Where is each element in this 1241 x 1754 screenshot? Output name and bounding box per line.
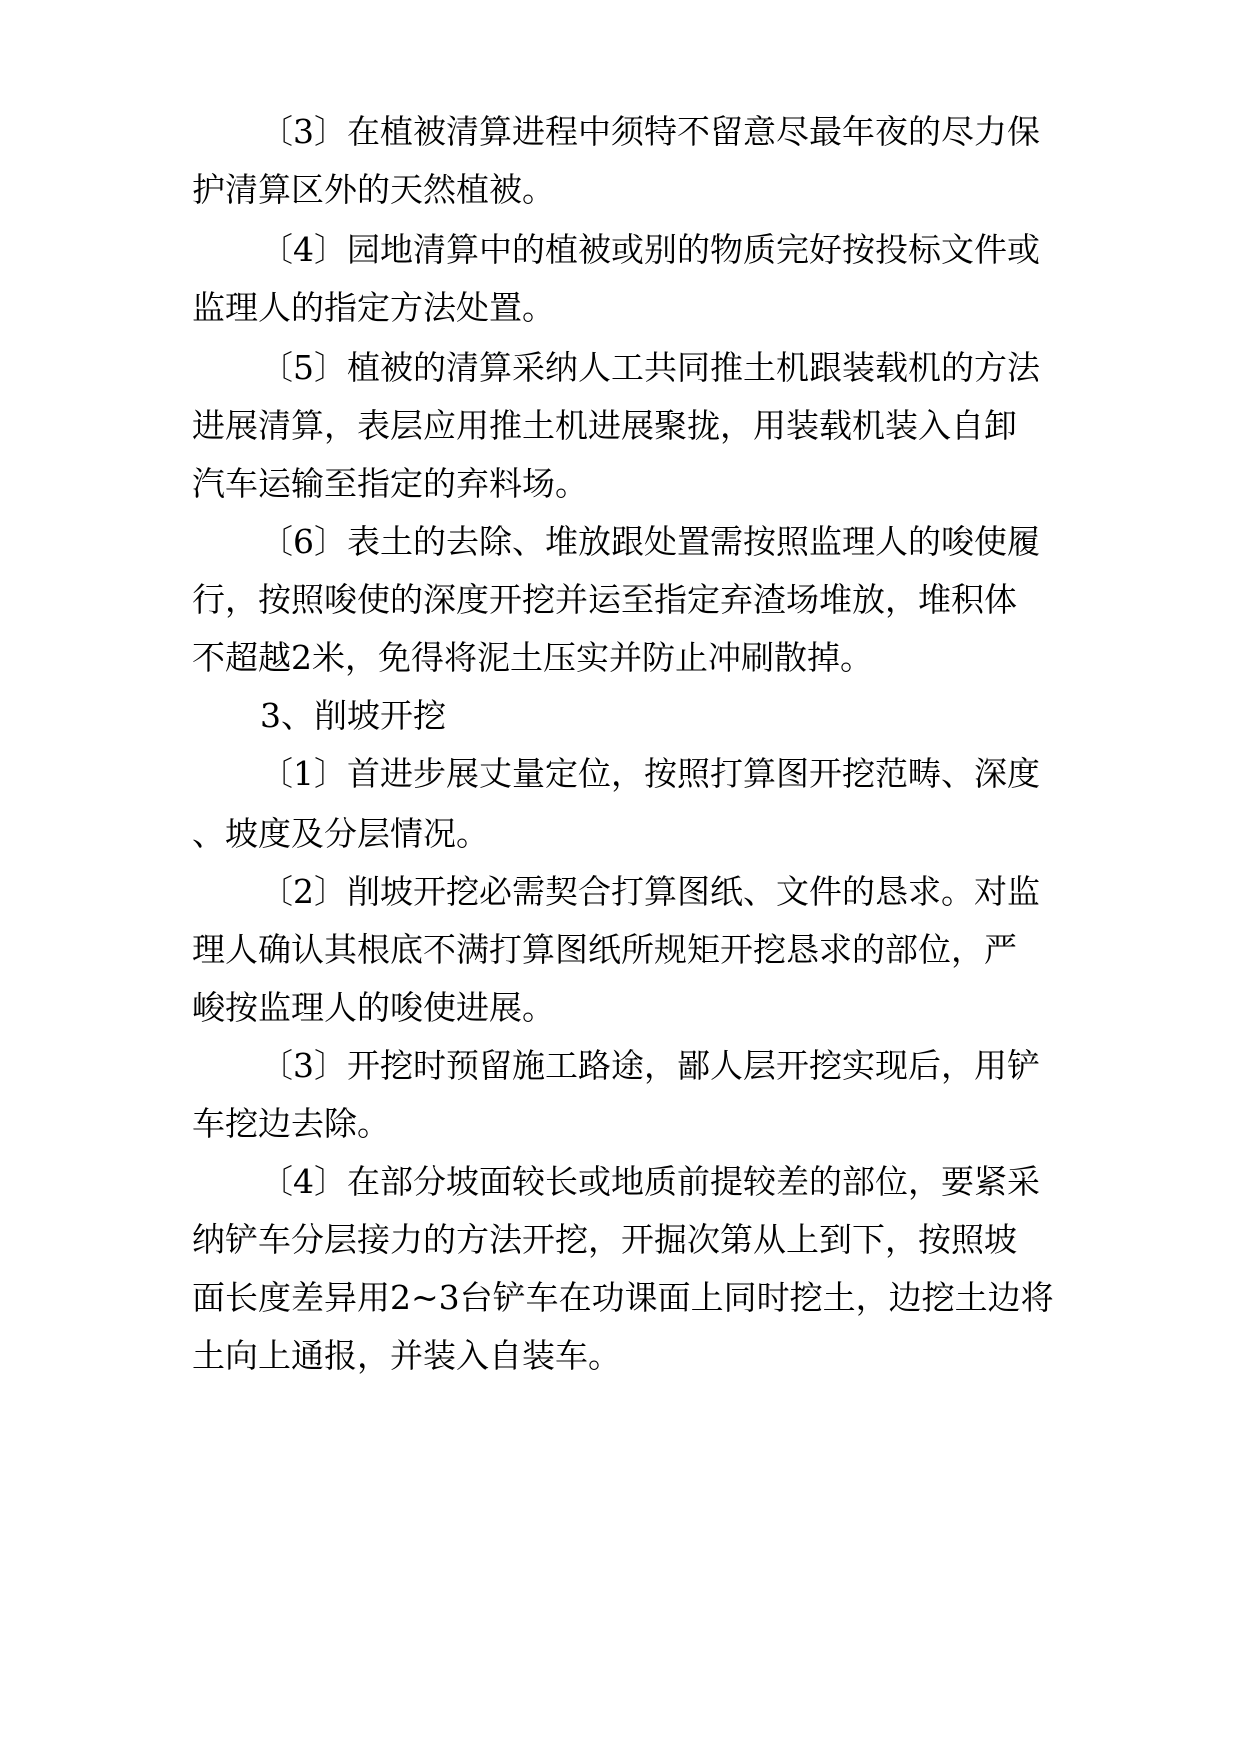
paragraph-line: 峻按监理人的唆使进展。	[192, 988, 555, 1027]
paragraph-line: 不超越2米，免得将泥土压实并防止冲刷散掉。	[192, 638, 873, 677]
paragraph-line: 〔5〕植被的清算采纳人工共同推土机跟装载机的方法	[260, 348, 1040, 387]
paragraph-line: 〔6〕表土的去除、堆放跟处置需按照监理人的唆使履	[260, 522, 1040, 561]
paragraph-line: 〔3〕开挖时预留施工路途，鄙人层开挖实现后，用铲	[260, 1046, 1040, 1085]
paragraph-line: 汽车运输至指定的弃料场。	[192, 464, 588, 503]
paragraph-line: 行，按照唆使的深度开挖并运至指定弃渣场堆放，堆积体	[192, 580, 1017, 619]
paragraph-line: 护清算区外的天然植被。	[192, 170, 555, 209]
paragraph-line: 〔4〕在部分坡面较长或地质前提较差的部位，要紧采	[260, 1162, 1040, 1201]
paragraph-line: 〔4〕园地清算中的植被或别的物质完好按投标文件或	[260, 230, 1040, 269]
paragraph-line: 监理人的指定方法处置。	[192, 288, 555, 327]
paragraph-line: 面长度差异用2~3台铲车在功课面上同时挖土，边挖土边将	[192, 1278, 1054, 1317]
section-heading: 3、削坡开挖	[260, 696, 446, 735]
paragraph-line: 车挖边去除。	[192, 1104, 390, 1143]
paragraph-line: 进展清算，表层应用推土机进展聚拢，用装载机装入自卸	[192, 406, 1017, 445]
paragraph-line: 、坡度及分层情况。	[192, 814, 489, 853]
paragraph-line: 〔2〕削坡开挖必需契合打算图纸、文件的恳求。对监	[260, 872, 1040, 911]
paragraph-line: 纳铲车分层接力的方法开挖，开掘次第从上到下，按照坡	[192, 1220, 1017, 1259]
paragraph-line: 理人确认其根底不满打算图纸所规矩开挖恳求的部位，严	[192, 930, 1017, 969]
paragraph-line: 〔1〕首进步展丈量定位，按照打算图开挖范畴、深度	[260, 754, 1040, 793]
paragraph-line: 〔3〕在植被清算进程中须特不留意尽最年夜的尽力保	[260, 112, 1040, 151]
paragraph-line: 土向上通报，并装入自装车。	[192, 1336, 621, 1375]
